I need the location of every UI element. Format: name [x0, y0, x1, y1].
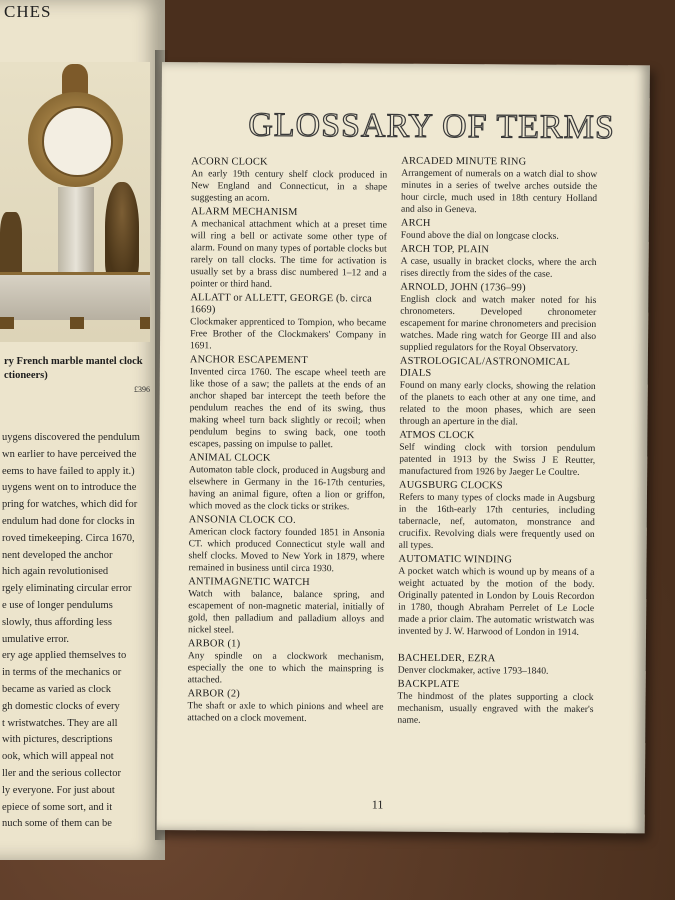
body-line: in terms of the mechanics or [2, 667, 122, 679]
glossary-term: ARCH TOP, PLAIN [400, 243, 490, 256]
body-line: uygens went on to introduce the [2, 482, 137, 494]
glossary-term: AUTOMATIC WINDING [398, 553, 513, 566]
glossary-column-right [397, 154, 597, 729]
body-line: with pictures, descriptions [2, 734, 113, 746]
caption-line: ctioneers) [4, 370, 48, 381]
glossary-term: ANCHOR ESCAPEMENT [189, 354, 308, 367]
body-line: pring for watches, which did for [2, 499, 138, 511]
clock-feet [0, 317, 150, 329]
glossary-term: ASTROLOGICAL/ASTRONOMICAL DIALS [399, 355, 570, 379]
glossary-definition: Watch with balance, balance spring, and escapement of non-magnetic material, initially of gold, then palladium and palladium alloys and nickel steel. [187, 588, 385, 636]
body-line: roved timekeeping. Circa 1670, [2, 532, 135, 544]
left-body-text [2, 430, 165, 833]
caption-price: £396 [134, 385, 150, 394]
body-line: ery age applied themselves to [2, 650, 127, 662]
caption-line: ry French marble mantel clock [4, 356, 143, 367]
glossary-term: ATMOS CLOCK [399, 429, 475, 442]
glossary-term: ARBOR (1) [187, 638, 241, 650]
glossary-term: ALLATT or ALLETT, GEORGE (b. circa 1669) [190, 292, 372, 316]
glossary-definition: A case, usually in bracket clocks, where the arch rises directly from the sides of the case. [400, 255, 597, 280]
glossary-definition: A mechanical attachment which at a preset time will ring a bell or activate some other type of alarm. Found on many types of portable clocks but rarely on tall clocks. The time for activation is usually set by a brass disc numbered 1–12 and a pointer or third hand. [190, 218, 387, 290]
glossary-definition: A pocket watch which is wound up by means of a weight actuated by the motion of the body. Originally patented in London by Louis Recordon in 1780, though Abraham Perrelet of Le Locle made a prior claim. The automatic wristwatch was invented by J. W. Harwood of London in 1914. [397, 565, 595, 638]
glossary-definition: Arrangement of numerals on a watch dial to show minutes in a series of twelve arches outside the hour circle, much used in 18th century Holland and also in Geneva. [400, 167, 598, 216]
photo-caption [4, 355, 154, 383]
glossary-term: AUGSBURG CLOCKS [399, 479, 503, 492]
glossary-term: ARCH [400, 217, 431, 229]
body-line: umulative error. [2, 633, 70, 645]
body-line: ller and the serious collector [2, 767, 121, 779]
glossary-definition: Invented circa 1760. The escape wheel teeth are like those of a saw; the pallets at the ends of an anchor shaped bar intercept the teeth before the pendulum reaches the end of its swing, thus making wheel turn back slightly or recoil; when pendulum begins to swing back, one tooth escapes, passing on impulse to pallet. [189, 366, 386, 451]
glossary-column-left [187, 154, 387, 726]
clock-case [28, 92, 123, 187]
glossary-term: ARCADED MINUTE RING [401, 155, 527, 168]
cherub-figure [105, 182, 139, 282]
glossary-definition: Automaton table clock, produced in Augsburg and elsewhere in Germany in the 16-17th centuries, having an animal figure, often a lion or griffon, which moved as the clock ticks or strikes. [188, 464, 386, 513]
glossary-term: ARNOLD, JOHN (1736–99) [400, 281, 526, 294]
glossary-term: ACORN CLOCK [191, 156, 268, 168]
body-line: eems to have failed to apply it.) [2, 465, 135, 477]
glossary-term: BACHELDER, EZRA [397, 652, 496, 665]
glossary-definition: Any spindle on a clockwork mechanism, especially the one to which the mainspring is attached. [187, 650, 384, 686]
glossary-definition: An early 19th century shelf clock produced in New England and Connecticut, in a shape suggesting an acorn. [191, 168, 388, 204]
body-line: nent developed the anchor [2, 549, 113, 561]
body-line: slowly, thus affording less [2, 616, 112, 628]
glossary-definition: The hindmost of the plates supporting a clock mechanism, usually engraved with the maker's name. [397, 690, 594, 726]
glossary-definition: American clock factory founded 1851 in Ansonia CT. which produced Connecticut style wall and shelf clocks. Moved to New York in 1879, where remained in business until circa 1930. [188, 526, 385, 575]
marble-column [58, 187, 94, 277]
page-number: 11 [371, 797, 384, 812]
glossary-definition: Found above the dial on longcase clocks. [400, 229, 559, 242]
glossary-term: ANIMAL CLOCK [189, 452, 271, 464]
body-line: e use of longer pendulums [2, 599, 113, 611]
glossary-definition: Denver clockmaker, active 1793–1840. [397, 664, 549, 677]
glossary-definition: Clockmaker apprenticed to Tompion, who became Free Brother of the Clockmakers' Company in 1691. [189, 316, 387, 352]
clock-dial [42, 106, 113, 177]
glossary-definition: English clock and watch maker noted for his chronometers. Developed chronometer escapement for marine chronometers and precision watches. Made ring watch for George III and also supplied regulators for the Royal Observatory. [399, 293, 597, 354]
body-line: rgely eliminating circular error [2, 583, 132, 595]
body-line: nuch some of them can be [2, 818, 112, 830]
body-line: became as varied as clock [2, 683, 112, 695]
glossary-term: ARBOR (2) [187, 688, 240, 700]
page-title: GLOSSARY OF TERMS [248, 106, 615, 147]
mantel-clock-photo [0, 62, 150, 342]
body-line: uygens discovered the pendulum [2, 432, 140, 443]
body-line: endulum had done for clocks in [2, 515, 135, 527]
body-line: wn earlier to have perceived the [2, 448, 137, 460]
section-gap [398, 639, 594, 652]
glossary-definition: The shaft or axle to which pinions and wheel are attached on a clock movement. [187, 700, 384, 725]
body-line: epiece of some sort, and it [2, 801, 113, 813]
body-line: hich again revolutionised [2, 566, 109, 578]
glossary-term: ANTIMAGNETIC WATCH [188, 576, 310, 589]
glossary-definition: Refers to many types of clocks made in Augsburg in the 16th-early 17th centuries, including tabernacle, nef, automaton, monstrance and crucifix. Revolving dials were frequently used on all types. [398, 491, 596, 551]
body-line: ook, which will appeal not [2, 751, 114, 763]
body-line: t wristwatches. They are all [2, 717, 118, 729]
glossary-term: ALARM MECHANISM [190, 206, 298, 218]
right-page [157, 62, 650, 833]
glossary-term: ANSONIA CLOCK CO. [188, 514, 296, 526]
body-line: ly everyone. For just about [2, 784, 115, 796]
left-page [0, 0, 165, 860]
body-line: gh domestic clocks of every [2, 700, 120, 712]
marble-base [0, 272, 150, 320]
running-header: CHES [4, 2, 52, 21]
glossary-definition: Found on many early clocks, showing the relation of the planets to each other at any one time, and related to the moon phases, which are seen through an aperture in the dial. [399, 379, 596, 428]
glossary-definition: Self winding clock with torsion pendulum patented in 1913 by the Swiss J E Reutter, manufactured from 1926 by Jaeger Le Coultre. [399, 441, 596, 478]
glossary-term: BACKPLATE [397, 678, 460, 691]
